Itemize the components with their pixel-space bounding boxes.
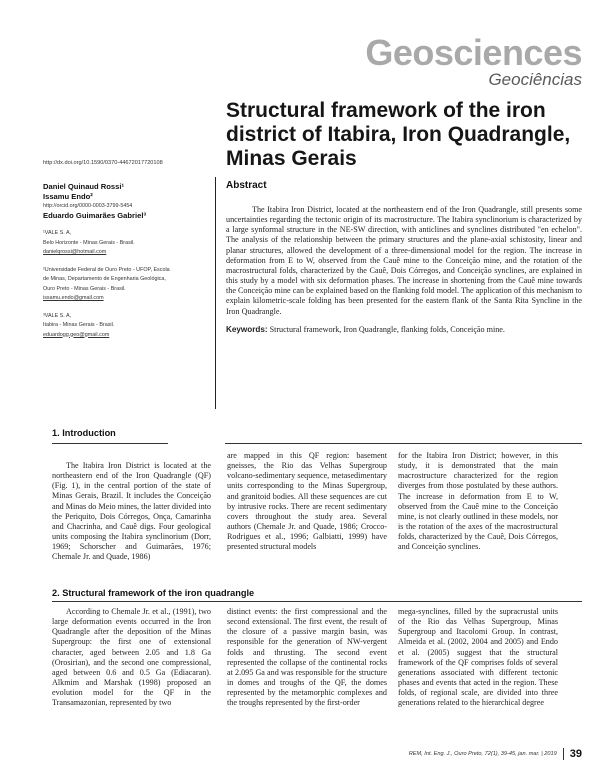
- section-rule: [225, 443, 582, 444]
- affiliation: [43, 266, 208, 304]
- abstract-text: The Itabira Iron District, located at the northeastern end of the Iron Quadrangle, still presents some uncertainties regarding the tectonic origin of its macrostructure. The Itabira synclinorium is characterized by a large synformal structure in the NE-SW direction, with anticlines and synclines distributed "en echelon". The analysis of the relationship between the primary structures and the plane-axial schistosity, linear and planar structures, allowed the development of a three-dimensional model for the region. The increase in deformation from E to W, observed from the Cauê mine to the Conceição mine, and the rotation of the macrostructural folds, characterized by the Cauê, Dois Córregos, and Conceição synclines, are explained in this study by a model with six deformation phases. The increase in shortening from the Cauê mine towards the Conceição mine can be explained based on the flanking fold model. The application of this mechanism to explain kilometric-scale folding has been presented for the eastern flank of the Santa Rita Syncline in the Iron Quadrangle.: [226, 205, 582, 316]
- affiliation: [43, 229, 208, 258]
- footer-journal: REM, Int. Eng. J., Ouro Preto, 72(1), 39-45, jan. mar. | 2019: [408, 751, 557, 757]
- keywords-text: Structural framework, Iron Quadrangle, flanking folds, Conceição mine.: [269, 324, 505, 334]
- affiliation-line: Ouro Preto - Minas Gerais - Brasil.: [43, 285, 126, 292]
- doi-link[interactable]: http://dx.doi.org/10.1590/0370-44672017720108: [43, 160, 163, 166]
- keywords: [226, 325, 582, 335]
- author-block: [43, 182, 208, 340]
- abstract-section: [226, 180, 582, 335]
- author-name: Eduardo Guimarães Gabriel³: [43, 211, 146, 220]
- page-number: 39: [569, 748, 582, 760]
- section-heading-structural: 2. Structural framework of the iron quadrangle: [52, 588, 255, 598]
- article-title: Structural framework of the iron district of Itabira, Iron Quadrangle, Minas Gerais: [226, 99, 571, 170]
- author-name: Issamu Endo²: [43, 192, 93, 201]
- affiliation: [43, 312, 208, 341]
- author-orcid-link[interactable]: http://orcid.org/0000-0003-3799-5454: [43, 203, 133, 209]
- affiliation-line: ²Universidade Federal de Ouro Preto - UFOP, Escola: [43, 266, 170, 273]
- email-link[interactable]: danielqrossi@hotmail.com: [43, 249, 107, 255]
- brand-title: Geosciences: [365, 32, 582, 73]
- intro-column-1: The Itabira Iron District is located at the northeastern end of the Iron Quadrangle (QF) (Fig. 1), in the central portion of the state of Minas Gerais, Brazil. It includes the Conceição and Minas do Meio mines, the latter divided into the Periquito, Dois Córregos, Onça, Camarinha and Chacrinha, and Cauê digs. Four geological units composing the Itabira synclinorium (Dorr, 1969; Schorscher and Guimarães, 1976; Chemale Jr. and Quade, 1986): [52, 461, 211, 562]
- structural-column-3: mega-synclines, filled by the supracrustal units of the Rio das Velhas Supergroup, Minas Supergroup and Itacolomi Group. In contrast, Almeida et al. (2002, 2004 and 2005) and Endo et al. (2005) suggest that the structural framework of the QF comprises folds of several generations associated with different tectonic phases and events that acted in the region. These folds, of regional scale, are divided into three generations related to the hierarchical degree: [398, 607, 558, 708]
- affiliation-line: ³VALE S. A,: [43, 312, 72, 319]
- structural-column-2: distinct events: the first compressional and the second extensional. The first event, the result of the closure of a passive margin basin, was responsible for the generation of NW-vergent folds and thrusting. The second event represented the collapse of the continental rocks at 2.095 Ga and was responsible for the structure in domes and troughs of the QF, the domes represented by the metamorphic complexes and the troughs represented by the first-order: [227, 607, 387, 708]
- structural-column-1: According to Chemale Jr. et al., (1991), two large deformation events occurred in the Iron Quadrangle after the deposition of the Minas Supergroup: the first one of extensional character, aged between 2.05 and 1.8 Ga (Orosirian), and the second one compressional, aged between 0.6 and 0.5 Ga (Ediacaran). Alkmim and Marshak (1998) proposed an evolution model for the QF in the Transamazonian, represented by two: [52, 607, 211, 708]
- email-link[interactable]: issamu.endo@gmail.com: [43, 295, 104, 301]
- affiliation-line: Itabira - Minas Gerais - Brasil.: [43, 322, 115, 328]
- column-divider: [215, 177, 216, 409]
- abstract-heading: Abstract: [226, 180, 267, 191]
- intro-column-2: are mapped in this QF region: basement gneisses, the Rio das Velhas Supergroup volcano-sedimentary sequence, metasedimentary units corresponding to the Minas Supergroup, and granitoid bodies. All these sequences are cut by intrusive rocks. There are recent sedimentary covers throughout the study area. Several authors (Chemale Jr. and Quade, 1986; Crocco-Rodrigues et al., 1996; Galbiatti, 1999) have presented structural models: [227, 451, 387, 552]
- section-rule: [52, 601, 582, 602]
- section-rule: [52, 443, 168, 444]
- journal-brand: [365, 32, 582, 89]
- footer-separator: [563, 748, 564, 760]
- page-footer: [409, 748, 582, 760]
- keywords-label: Keywords:: [226, 324, 268, 334]
- intro-column-3: for the Itabira Iron District; however, in this study, it is demonstrated that the main macrostructure characterized for the region diverges from those postulated by these authors. The increase in deformation from E to W, observed from the Cauê mine to the Conceição mine, is not clearly outlined in these models, nor is the rotation of the axes of the macrostructural folds, characterized by the Cauê, Dois Córregos, and Conceição synclines.: [398, 451, 558, 552]
- affiliation-line: de Minas, Departamento de Engenharia Geológica,: [43, 276, 166, 282]
- affiliation-line: ¹VALE S. A,: [43, 230, 72, 236]
- brand-subtitle: Geociências: [488, 70, 582, 89]
- affiliation-line: Belo Horizonte - Minas Gerais - Brasil.: [43, 239, 135, 246]
- section-heading-introduction: 1. Introduction: [52, 428, 116, 438]
- email-link[interactable]: eduardogg.geo@gmail.com: [43, 331, 110, 338]
- author-name: Daniel Quinaud Rossi¹: [43, 182, 125, 191]
